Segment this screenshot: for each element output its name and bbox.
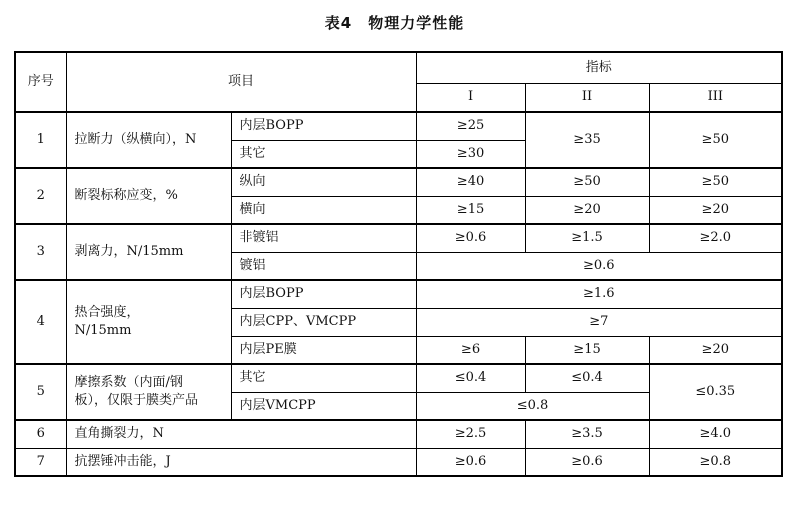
table-row [15,364,782,392]
value-cell: ≥3.5 [525,420,649,448]
value-cell: ≥20 [649,196,782,224]
row-number: 7 [15,448,66,476]
value-cell: ≥6 [416,336,525,364]
header-item: 项目 [66,52,416,112]
value-cell: ≥0.6 [416,448,525,476]
header-indicator: 指标 [416,52,782,83]
value-cell: ≤0.4 [525,364,649,392]
value-cell: ≥4.0 [649,420,782,448]
table-row [15,168,782,196]
value-cell: ≥50 [525,168,649,196]
header-grade-1: I [416,83,525,112]
item-label: 剥离力，N/15mm [66,224,231,280]
item-label-line: N/15mm [74,323,132,338]
table-row [15,420,782,448]
value-cell: ≥20 [525,196,649,224]
item-label [66,364,231,420]
value-cell: ≥0.8 [649,448,782,476]
value-cell: ≥25 [416,112,525,140]
item-label [66,280,231,364]
row-number: 3 [15,224,66,280]
value-cell: ≥50 [649,168,782,196]
table-title: 表4 物理力学性能 [324,14,465,32]
sub-item-label: 非镀铝 [231,224,416,252]
sub-item-label: 内层BOPP [231,280,416,308]
value-cell: ≥2.0 [649,224,782,252]
table-row [15,280,782,308]
item-label-line: 摩擦系数（内面/钢 [74,374,183,390]
value-cell: ≥1.6 [416,280,782,308]
item-label-line: 板），仅限于膜类产品 [74,393,199,408]
value-cell: ≥40 [416,168,525,196]
row-number: 6 [15,420,66,448]
sub-item-label: 其它 [231,140,416,168]
table-row [15,448,782,476]
sub-item-label: 内层PE膜 [231,336,416,364]
value-cell: ≥0.6 [525,448,649,476]
item-label: 断裂标称应变，% [66,168,231,224]
row-number: 5 [15,364,66,420]
value-cell: ≥15 [416,196,525,224]
header-grade-2: II [525,83,649,112]
item-label: 直角撕裂力，N [66,420,416,448]
value-cell: ≤0.8 [416,392,649,420]
sub-item-label: 内层BOPP [231,112,416,140]
item-label-line: 热合强度， [74,304,140,320]
sub-item-label: 纵向 [231,168,416,196]
header-grade-3: III [649,83,782,112]
value-cell: ≥7 [416,308,782,336]
value-cell: ≥30 [416,140,525,168]
sub-item-label: 内层VMCPP [231,392,416,420]
table-row [15,112,782,140]
value-cell: ≥1.5 [525,224,649,252]
value-cell: ≥35 [525,112,649,168]
value-cell: ≥50 [649,112,782,168]
table-row [15,224,782,252]
physical-properties-table [14,51,783,477]
value-cell: ≥15 [525,336,649,364]
sub-item-label: 横向 [231,196,416,224]
row-number: 4 [15,280,66,364]
item-label: 抗摆锤冲击能，J [66,448,416,476]
sub-item-label: 内层CPP、VMCPP [231,308,416,336]
header-seq: 序号 [15,52,66,112]
value-cell: ≥20 [649,336,782,364]
sub-item-label: 镀铝 [231,252,416,280]
row-number: 2 [15,168,66,224]
item-label: 拉断力（纵横向），N [66,112,231,168]
value-cell: ≥0.6 [416,252,782,280]
row-number: 1 [15,112,66,168]
value-cell: ≥0.6 [416,224,525,252]
value-cell: ≤0.4 [416,364,525,392]
value-cell: ≤0.35 [649,364,782,420]
value-cell: ≥2.5 [416,420,525,448]
sub-item-label: 其它 [231,364,416,392]
